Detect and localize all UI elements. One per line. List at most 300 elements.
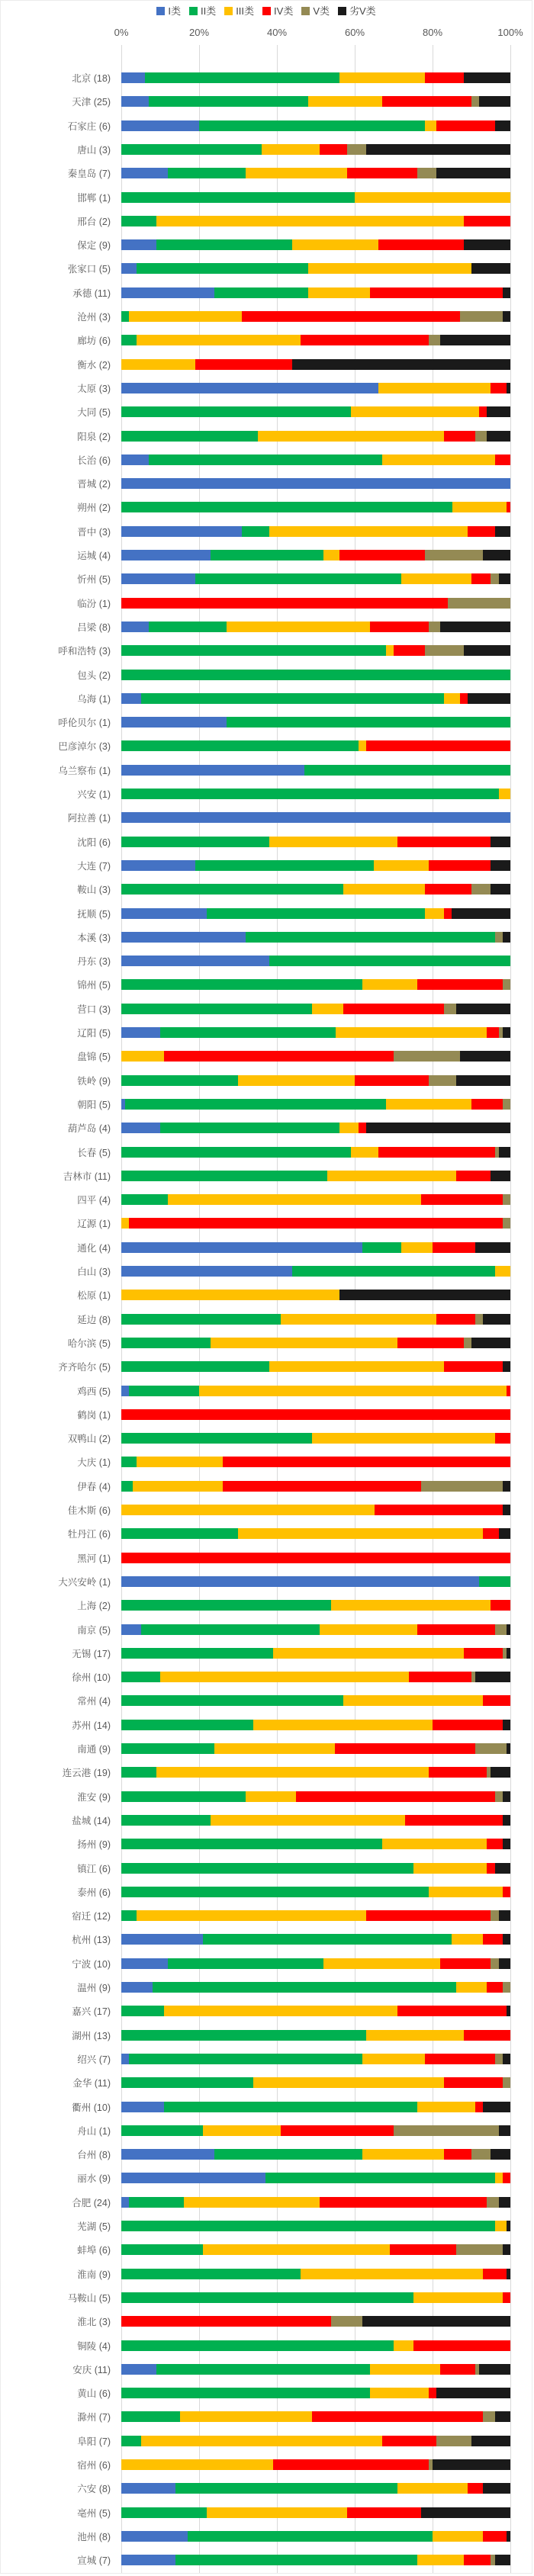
row-label: 安庆 (11) xyxy=(72,2364,111,2375)
bar-segment-II类 xyxy=(121,2269,301,2279)
bar-segment-II类 xyxy=(121,1720,253,1730)
bar-segment-IV类 xyxy=(456,1171,491,1181)
bar-segment-劣V类 xyxy=(471,263,510,274)
bar-segment-II类 xyxy=(121,1839,382,1849)
stacked-bar xyxy=(121,526,510,537)
stacked-bar xyxy=(121,932,510,943)
chart-row xyxy=(1,2263,532,2286)
bar-segment-劣V类 xyxy=(440,622,510,632)
stacked-bar xyxy=(121,311,510,322)
bar-segment-II类 xyxy=(121,1672,160,1682)
bar-segment-劣V类 xyxy=(452,908,510,919)
bar-segment-I类 xyxy=(121,2197,129,2208)
bar-segment-劣V类 xyxy=(499,573,510,584)
bar-segment-III类 xyxy=(211,1338,397,1348)
bar-segment-IV类 xyxy=(320,144,347,155)
stacked-bar xyxy=(121,1624,510,1635)
bar-segment-V类 xyxy=(394,2125,499,2136)
bar-segment-II类 xyxy=(175,2483,397,2494)
legend-label: V类 xyxy=(313,5,330,17)
bar-segment-IV类 xyxy=(223,1481,421,1492)
stacked-bar xyxy=(121,740,510,751)
bar-segment-II类 xyxy=(149,622,227,632)
bar-segment-II类 xyxy=(121,1004,312,1014)
bar-segment-III类 xyxy=(495,2221,507,2231)
bar-segment-V类 xyxy=(429,335,440,345)
bar-segment-I类 xyxy=(121,478,510,489)
bar-segment-IV类 xyxy=(429,1767,487,1778)
bar-segment-劣V类 xyxy=(456,1075,510,1086)
row-label: 呼伦贝尔 (1) xyxy=(58,718,111,729)
chart-row xyxy=(1,544,532,567)
bar-segment-II类 xyxy=(121,837,269,847)
bar-segment-III类 xyxy=(253,2077,444,2088)
bar-segment-III类 xyxy=(331,1600,491,1611)
stacked-bar xyxy=(121,1910,510,1921)
chart-row xyxy=(1,1450,532,1474)
bar-segment-II类 xyxy=(121,1528,238,1539)
stacked-bar xyxy=(121,168,510,178)
legend-swatch-icon xyxy=(262,7,271,15)
stacked-bar xyxy=(121,2364,510,2375)
bar-segment-V类 xyxy=(491,573,498,584)
bar-segment-V类 xyxy=(417,168,437,178)
chart-row xyxy=(1,1785,532,1809)
bar-segment-V类 xyxy=(503,1194,510,1205)
bar-segment-II类 xyxy=(149,454,382,465)
chart-row xyxy=(1,973,532,997)
chart-row xyxy=(1,1761,532,1784)
bar-segment-V类 xyxy=(471,884,491,895)
bar-segment-III类 xyxy=(425,908,445,919)
stacked-bar xyxy=(121,96,510,107)
bar-segment-IV类 xyxy=(436,120,495,131)
bar-segment-IV类 xyxy=(464,2555,491,2565)
bar-segment-III类 xyxy=(359,740,366,751)
bar-segment-II类 xyxy=(121,2125,203,2136)
chart-row xyxy=(1,2310,532,2333)
bar-segment-劣V类 xyxy=(468,693,510,704)
bar-segment-IV类 xyxy=(405,1815,503,1826)
stacked-bar xyxy=(121,1338,510,1348)
bar-segment-III类 xyxy=(184,2197,320,2208)
bar-segment-劣V类 xyxy=(366,1123,510,1133)
bar-segment-I类 xyxy=(121,526,242,537)
bar-segment-III类 xyxy=(269,526,468,537)
stacked-bar xyxy=(121,979,510,990)
bar-segment-IV类 xyxy=(483,2531,507,2542)
bar-segment-III类 xyxy=(121,359,195,370)
bar-segment-IV类 xyxy=(487,1982,502,1993)
bar-segment-III类 xyxy=(429,1887,503,1897)
stacked-bar xyxy=(121,2030,510,2041)
chart-row xyxy=(1,1642,532,1665)
row-label: 淮南 (9) xyxy=(77,2269,111,2280)
stacked-bar xyxy=(121,406,510,417)
bar-segment-I类 xyxy=(121,263,137,274)
row-label: 呼和浩特 (3) xyxy=(58,646,111,657)
bar-segment-IV类 xyxy=(375,1505,503,1515)
bar-segment-III类 xyxy=(121,1505,375,1515)
stacked-bar xyxy=(121,884,510,895)
chart-row xyxy=(1,520,532,544)
chart-row xyxy=(1,592,532,615)
bar-segment-II类 xyxy=(125,1099,386,1110)
bar-segment-IV类 xyxy=(483,1528,498,1539)
bar-segment-I类 xyxy=(121,812,510,823)
stacked-bar xyxy=(121,1409,510,1420)
chart-row xyxy=(1,806,532,830)
bar-segment-V类 xyxy=(436,2436,471,2446)
stacked-bar xyxy=(121,1433,510,1444)
bar-segment-劣V类 xyxy=(503,2244,510,2255)
bar-segment-II类 xyxy=(292,1266,494,1277)
bar-segment-IV类 xyxy=(409,1672,471,1682)
stacked-bar xyxy=(121,1123,510,1133)
row-label: 大连 (7) xyxy=(77,860,111,872)
bar-segment-劣V类 xyxy=(495,2555,510,2565)
stacked-bar xyxy=(121,1290,510,1300)
row-label: 宣城 (7) xyxy=(77,2555,111,2567)
stacked-bar xyxy=(121,2244,510,2255)
bar-segment-IV类 xyxy=(164,1051,394,1062)
bar-segment-V类 xyxy=(503,2077,510,2088)
bar-segment-IV类 xyxy=(355,1075,429,1086)
bar-segment-劣V类 xyxy=(491,2149,510,2160)
row-label: 廊坊 (6) xyxy=(77,336,111,347)
stacked-bar xyxy=(121,2197,510,2208)
stacked-bar xyxy=(121,1600,510,1611)
bar-segment-劣V类 xyxy=(503,2054,510,2064)
stacked-bar xyxy=(121,2459,510,2470)
bar-segment-劣V类 xyxy=(471,2436,510,2446)
chart-row xyxy=(1,66,532,90)
chart-row xyxy=(1,162,532,185)
bar-segment-劣V类 xyxy=(464,645,510,656)
bar-segment-II类 xyxy=(121,2077,253,2088)
stacked-bar xyxy=(121,2507,510,2518)
stacked-bar xyxy=(121,1075,510,1086)
bar-segment-II类 xyxy=(121,740,359,751)
chart-row xyxy=(1,472,532,496)
bar-segment-IV类 xyxy=(444,908,452,919)
bar-segment-IV类 xyxy=(495,454,510,465)
chart-row xyxy=(1,759,532,782)
stacked-bar xyxy=(121,2173,510,2183)
bar-segment-III类 xyxy=(425,120,436,131)
bar-segment-劣V类 xyxy=(475,1672,510,1682)
stacked-bar xyxy=(121,216,510,226)
row-label: 唐山 (3) xyxy=(77,144,111,156)
chart-row xyxy=(1,687,532,711)
bar-segment-III类 xyxy=(382,454,495,465)
bar-segment-V类 xyxy=(460,311,503,322)
bar-segment-III类 xyxy=(495,1266,510,1277)
bar-segment-IV类 xyxy=(121,598,448,609)
stacked-bar xyxy=(121,1266,510,1277)
row-label: 辽源 (1) xyxy=(77,1219,111,1230)
bar-segment-劣V类 xyxy=(503,1720,510,1730)
bar-segment-III类 xyxy=(413,1863,487,1874)
bar-segment-IV类 xyxy=(425,2054,495,2064)
chart-row xyxy=(1,425,532,448)
bar-segment-V类 xyxy=(503,1218,510,1229)
bar-segment-IV类 xyxy=(440,2364,475,2375)
row-label: 长春 (5) xyxy=(77,1147,111,1158)
stacked-bar xyxy=(121,598,510,609)
bar-segment-劣V类 xyxy=(436,168,510,178)
bar-segment-II类 xyxy=(121,1194,168,1205)
chart-row xyxy=(1,902,532,926)
stacked-bar xyxy=(121,1934,510,1945)
bar-segment-IV类 xyxy=(417,1624,495,1635)
bar-segment-劣V类 xyxy=(483,550,510,560)
stacked-bar xyxy=(121,2149,510,2160)
bar-segment-III类 xyxy=(401,573,471,584)
bar-segment-III类 xyxy=(343,1695,484,1706)
bar-segment-II类 xyxy=(121,406,351,417)
row-label: 大兴安岭 (1) xyxy=(58,1576,111,1588)
row-label: 黑河 (1) xyxy=(77,1553,111,1564)
bar-segment-II类 xyxy=(195,860,375,871)
bar-segment-劣V类 xyxy=(503,1505,510,1515)
chart-rows xyxy=(1,66,532,2576)
bar-segment-II类 xyxy=(214,287,307,298)
bar-segment-II类 xyxy=(145,72,339,83)
chart-row xyxy=(1,1380,532,1403)
row-label: 大同 (5) xyxy=(77,407,111,419)
bar-segment-II类 xyxy=(479,1576,510,1587)
row-label: 齐齐哈尔 (5) xyxy=(58,1362,111,1373)
legend-swatch-icon xyxy=(338,7,346,15)
chart-row xyxy=(1,2286,532,2310)
bar-segment-I类 xyxy=(121,72,145,83)
bar-segment-III类 xyxy=(312,1004,343,1014)
bar-segment-II类 xyxy=(121,431,258,442)
row-label: 石家庄 (6) xyxy=(67,120,111,132)
row-label: 滁州 (7) xyxy=(77,2412,111,2423)
bar-segment-劣V类 xyxy=(491,837,510,847)
bar-segment-I类 xyxy=(121,1123,160,1133)
bar-segment-劣V类 xyxy=(491,860,510,871)
bar-segment-IV类 xyxy=(394,645,425,656)
bar-segment-III类 xyxy=(308,263,471,274)
row-label: 辽阳 (5) xyxy=(77,1028,111,1039)
chart-row xyxy=(1,1689,532,1713)
bar-segment-劣V类 xyxy=(479,2364,510,2375)
bar-segment-II类 xyxy=(195,573,401,584)
bar-segment-II类 xyxy=(121,1791,246,1802)
row-label: 本溪 (3) xyxy=(77,932,111,943)
bar-segment-III类 xyxy=(320,1624,417,1635)
chart-row xyxy=(1,1832,532,1856)
bar-segment-V类 xyxy=(475,1314,483,1325)
bar-segment-III类 xyxy=(499,789,510,799)
bar-segment-V类 xyxy=(495,932,503,943)
chart-row xyxy=(1,1999,532,2023)
bar-segment-II类 xyxy=(121,144,262,155)
bar-segment-III类 xyxy=(366,2030,464,2041)
row-label: 丹东 (3) xyxy=(77,956,111,968)
bar-segment-IV类 xyxy=(460,693,468,704)
bar-segment-II类 xyxy=(121,2221,495,2231)
bar-segment-IV类 xyxy=(417,979,503,990)
bar-segment-劣V类 xyxy=(507,1648,510,1659)
bar-segment-IV类 xyxy=(425,884,471,895)
axis-tick-label: 20% xyxy=(188,27,210,38)
stacked-bar xyxy=(121,72,510,83)
bar-segment-I类 xyxy=(121,2173,265,2183)
bar-segment-I类 xyxy=(121,860,195,871)
bar-segment-劣V类 xyxy=(503,311,510,322)
bar-segment-III类 xyxy=(129,311,242,322)
row-label: 苏州 (14) xyxy=(72,1720,111,1731)
chart-row xyxy=(1,639,532,663)
chart-row xyxy=(1,1069,532,1093)
row-label: 承德 (11) xyxy=(72,287,111,299)
bar-segment-III类 xyxy=(292,239,378,250)
stacked-bar xyxy=(121,1863,510,1874)
bar-segment-II类 xyxy=(141,1624,320,1635)
bar-segment-II类 xyxy=(121,884,343,895)
bar-segment-I类 xyxy=(121,1027,160,1038)
chart-row xyxy=(1,1714,532,1737)
bar-segment-III类 xyxy=(121,1218,129,1229)
bar-segment-II类 xyxy=(211,550,323,560)
bar-segment-V类 xyxy=(495,2054,503,2064)
chart-row xyxy=(1,1021,532,1045)
bar-segment-II类 xyxy=(121,502,452,512)
bar-segment-II类 xyxy=(121,2244,203,2255)
stacked-bar xyxy=(121,1242,510,1253)
bar-segment-II类 xyxy=(121,1481,133,1492)
chart-row xyxy=(1,2048,532,2071)
bar-segment-IV类 xyxy=(335,1743,475,1754)
bar-segment-II类 xyxy=(121,1887,429,1897)
bar-segment-III类 xyxy=(336,1027,487,1038)
legend-label: III类 xyxy=(236,5,255,17)
row-label: 通化 (4) xyxy=(77,1242,111,1254)
bar-segment-IV类 xyxy=(464,216,510,226)
bar-segment-劣V类 xyxy=(503,1815,510,1826)
chart-row xyxy=(1,1737,532,1761)
stacked-bar xyxy=(121,1051,510,1062)
bar-segment-IV类 xyxy=(436,1314,475,1325)
stacked-bar xyxy=(121,502,510,512)
chart-row xyxy=(1,2549,532,2572)
bar-segment-劣V类 xyxy=(499,2125,510,2136)
bar-segment-IV类 xyxy=(382,96,471,107)
stacked-bar xyxy=(121,622,510,632)
bar-segment-IV类 xyxy=(397,2006,507,2016)
stacked-bar xyxy=(121,1171,510,1181)
bar-segment-II类 xyxy=(153,1982,456,1993)
stacked-bar xyxy=(121,1194,510,1205)
stacked-bar xyxy=(121,287,510,298)
bar-segment-II类 xyxy=(121,645,386,656)
chart-row xyxy=(1,114,532,138)
stacked-bar xyxy=(121,1553,510,1563)
row-label: 铜陵 (4) xyxy=(77,2340,111,2352)
bar-segment-劣V类 xyxy=(483,1314,510,1325)
row-label: 巴彦淖尔 (3) xyxy=(58,741,111,753)
bar-segment-劣V类 xyxy=(503,1839,510,1849)
bar-segment-II类 xyxy=(121,2411,180,2422)
row-label: 盐城 (14) xyxy=(72,1815,111,1826)
row-label: 晋城 (2) xyxy=(77,479,111,490)
bar-segment-I类 xyxy=(121,239,156,250)
bar-segment-IV类 xyxy=(312,2411,483,2422)
bar-segment-IV类 xyxy=(471,1099,503,1110)
chart-row xyxy=(1,1164,532,1188)
row-label: 秦皇岛 (7) xyxy=(67,169,111,180)
bar-segment-IV类 xyxy=(370,622,429,632)
bar-segment-劣V类 xyxy=(483,2102,510,2112)
bar-segment-V类 xyxy=(425,645,464,656)
bar-segment-劣V类 xyxy=(440,335,510,345)
bar-segment-IV类 xyxy=(242,311,460,322)
row-label: 徐州 (10) xyxy=(72,1672,111,1684)
row-label: 扬州 (9) xyxy=(77,1839,111,1851)
bar-segment-IV类 xyxy=(421,1194,503,1205)
row-label: 白山 (3) xyxy=(77,1267,111,1277)
bar-segment-II类 xyxy=(121,2340,394,2351)
bar-segment-III类 xyxy=(351,1147,378,1158)
row-label: 延边 (8) xyxy=(77,1314,111,1325)
bar-segment-III类 xyxy=(121,1051,164,1062)
chart-row xyxy=(1,1093,532,1116)
row-label: 南京 (5) xyxy=(77,1624,111,1636)
legend-item xyxy=(189,6,216,16)
bar-segment-IV类 xyxy=(296,1791,494,1802)
chart-row xyxy=(1,257,532,281)
bar-segment-I类 xyxy=(121,765,304,776)
bar-segment-IV类 xyxy=(475,2102,483,2112)
bar-segment-劣V类 xyxy=(495,120,510,131)
bar-segment-V类 xyxy=(429,1075,456,1086)
bar-segment-II类 xyxy=(121,1815,211,1826)
chart-row xyxy=(1,711,532,734)
chart-row xyxy=(1,2477,532,2501)
row-label: 营口 (3) xyxy=(77,1004,111,1015)
bar-segment-V类 xyxy=(503,1982,510,1993)
bar-segment-III类 xyxy=(121,1290,339,1300)
chart-row xyxy=(1,210,532,233)
row-label: 包头 (2) xyxy=(77,670,111,681)
row-label: 铁岭 (9) xyxy=(77,1075,111,1087)
axis-tick-label: 100% xyxy=(497,27,523,38)
bar-segment-劣V类 xyxy=(339,1290,510,1300)
chart-row xyxy=(1,2096,532,2119)
bar-segment-II类 xyxy=(121,1695,343,1706)
row-label: 大庆 (1) xyxy=(77,1457,111,1469)
chart-row xyxy=(1,2405,532,2429)
bar-segment-III类 xyxy=(378,383,491,393)
chart-row xyxy=(1,1260,532,1283)
row-label: 吉林市 (11) xyxy=(63,1171,111,1182)
bar-segment-劣V类 xyxy=(499,1528,510,1539)
bar-segment-IV类 xyxy=(507,1386,510,1396)
bar-segment-IV类 xyxy=(444,1361,503,1372)
bar-segment-III类 xyxy=(351,406,479,417)
bar-segment-II类 xyxy=(265,2173,495,2183)
bar-segment-III类 xyxy=(323,550,339,560)
bar-segment-V类 xyxy=(483,2411,494,2422)
chart-row xyxy=(1,2453,532,2477)
bar-segment-劣V类 xyxy=(483,2483,510,2494)
stacked-bar xyxy=(121,1528,510,1539)
row-label: 宁波 (10) xyxy=(72,1958,111,1970)
